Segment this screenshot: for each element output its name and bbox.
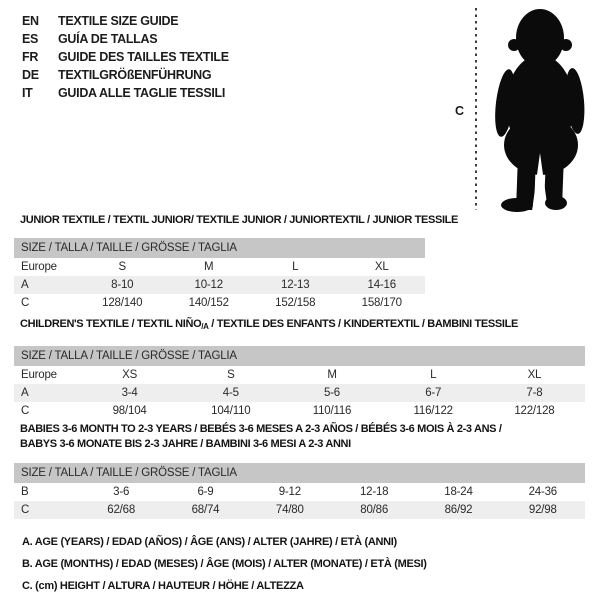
row-label: B	[21, 486, 29, 498]
table-cell: 86/92	[444, 504, 473, 516]
language-code: ES	[22, 32, 39, 46]
footnote-legend	[22, 531, 427, 597]
table-row	[14, 483, 585, 501]
language-row	[22, 12, 229, 30]
table-cell: 5-6	[323, 387, 341, 399]
table-row	[14, 258, 425, 276]
table-cell: 18-24	[444, 486, 473, 498]
language-list	[22, 12, 229, 102]
children-title-pre: CHILDREN'S TEXTILE / TEXTIL NIÑO	[20, 318, 202, 330]
junior-table-body	[14, 258, 425, 312]
table-cell: 152/158	[275, 297, 316, 309]
language-code: EN	[22, 14, 39, 28]
language-title: GUIDE DES TAILLES TEXTILE	[58, 50, 229, 64]
table-cell: M	[204, 261, 214, 273]
language-row	[22, 66, 229, 84]
size-header-bar: SIZE / TALLA / TAILLE / GRÖSSE / TAGLIA	[14, 463, 585, 483]
babies-table-title-line1: BABIES 3-6 MONTH TO 2-3 YEARS / BEBÉS 3-6 MESES A 2-3 AÑOS / BÉBÉS 3-6 MOIS À 2-3 ANS /	[20, 423, 502, 435]
table-cell: 80/86	[360, 504, 389, 516]
language-title: GUÍA DE TALLAS	[58, 32, 158, 46]
junior-size-table	[14, 238, 425, 312]
row-label: A	[21, 387, 29, 399]
table-cell: 104/110	[211, 405, 251, 417]
language-title: TEXTILE SIZE GUIDE	[58, 14, 179, 28]
table-row	[14, 402, 585, 420]
language-row	[22, 84, 229, 102]
table-cell: 24-36	[528, 486, 558, 498]
table-cell: 116/122	[413, 405, 453, 417]
language-code: DE	[22, 68, 39, 82]
table-cell: 122/128	[514, 405, 555, 417]
babies-table-body	[14, 483, 585, 519]
table-cell: 140/152	[188, 297, 229, 309]
table-cell: 68/74	[191, 504, 220, 516]
table-cell: 158/170	[361, 297, 402, 309]
table-cell: 6-7	[425, 387, 442, 399]
table-cell: 62/68	[107, 504, 136, 516]
language-row	[22, 30, 229, 48]
children-title-post: / TEXTILE DES ENFANTS / KINDERTEXTIL / BAMBINI TESSILE	[208, 318, 518, 330]
table-cell: 74/80	[275, 504, 304, 516]
table-cell: 128/140	[102, 297, 143, 309]
row-label: C	[21, 297, 30, 309]
children-title-subscript: /A	[201, 322, 209, 331]
children-textile-section	[14, 317, 585, 420]
table-row	[14, 276, 425, 294]
table-cell: 92/98	[528, 504, 557, 516]
table-cell: 110/116	[312, 405, 352, 417]
language-title: GUIDA ALLE TAGLIE TESSILI	[58, 86, 226, 100]
table-cell: XL	[527, 369, 542, 381]
height-measure-dotted-line	[475, 8, 477, 210]
row-label: Europe	[21, 369, 57, 381]
baby-silhouette-icon	[480, 5, 598, 213]
table-cell: 4-5	[222, 387, 239, 399]
language-code: IT	[22, 86, 33, 100]
table-cell: 7-8	[526, 387, 543, 399]
footnote: C. (cm) HEIGHT / ALTURA / HAUTEUR / HÖHE / ALTEZZA	[22, 580, 304, 592]
table-cell: 98/104	[112, 405, 147, 417]
table-row	[14, 501, 585, 519]
table-cell: 14-16	[367, 279, 396, 291]
height-measure-label: C	[455, 104, 465, 118]
footnote: A. AGE (YEARS) / EDAD (AÑOS) / ÂGE (ANS) / ALTER (JAHRE) / ETÀ (ANNI)	[22, 536, 397, 548]
babies-size-table	[14, 463, 585, 519]
row-label: A	[21, 279, 29, 291]
size-header-bar: SIZE / TALLA / TAILLE / GRÖSSE / TAGLIA	[14, 346, 585, 366]
language-code: FR	[22, 50, 39, 64]
children-table-body	[14, 366, 585, 420]
junior-table-title: JUNIOR TEXTILE / TEXTIL JUNIOR/ TEXTILE JUNIOR / JUNIORTEXTIL / JUNIOR TESSILE	[20, 214, 459, 226]
row-label: C	[21, 504, 30, 516]
table-cell: L	[292, 261, 299, 273]
table-cell: 6-9	[197, 486, 214, 498]
table-cell: 10-12	[194, 279, 223, 291]
children-size-table	[14, 346, 585, 420]
table-cell: S	[227, 369, 235, 381]
table-cell: M	[327, 369, 337, 381]
junior-textile-section	[14, 213, 458, 312]
table-row	[14, 366, 585, 384]
table-cell: L	[430, 369, 437, 381]
table-cell: 8-10	[111, 279, 134, 291]
babies-textile-section	[14, 422, 585, 519]
table-cell: 12-18	[359, 486, 389, 498]
table-cell: S	[118, 261, 126, 273]
row-label: Europe	[21, 261, 57, 273]
table-row	[14, 294, 425, 312]
table-cell: XL	[374, 261, 389, 273]
table-cell: XS	[122, 369, 138, 381]
row-label: C	[21, 405, 30, 417]
babies-table-title-line2: BABYS 3-6 MONATE BIS 2-3 JAHRE / BAMBINI 3-6 MESI A 2-3 ANNI	[20, 438, 351, 450]
table-cell: 3-4	[121, 387, 138, 399]
children-table-title	[20, 317, 585, 334]
table-cell: 3-6	[113, 486, 130, 498]
footnote: B. AGE (MONTHS) / EDAD (MESES) / ÂGE (MOIS) / ALTER (MONATE) / ETÀ (MESI)	[22, 558, 427, 570]
size-header-bar: SIZE / TALLA / TAILLE / GRÖSSE / TAGLIA	[14, 238, 425, 258]
table-row	[14, 384, 585, 402]
language-row	[22, 48, 229, 66]
language-title: TEXTILGRÖßENFÜHRUNG	[58, 68, 212, 82]
table-cell: 12-13	[281, 279, 310, 291]
table-cell: 9-12	[278, 486, 301, 498]
